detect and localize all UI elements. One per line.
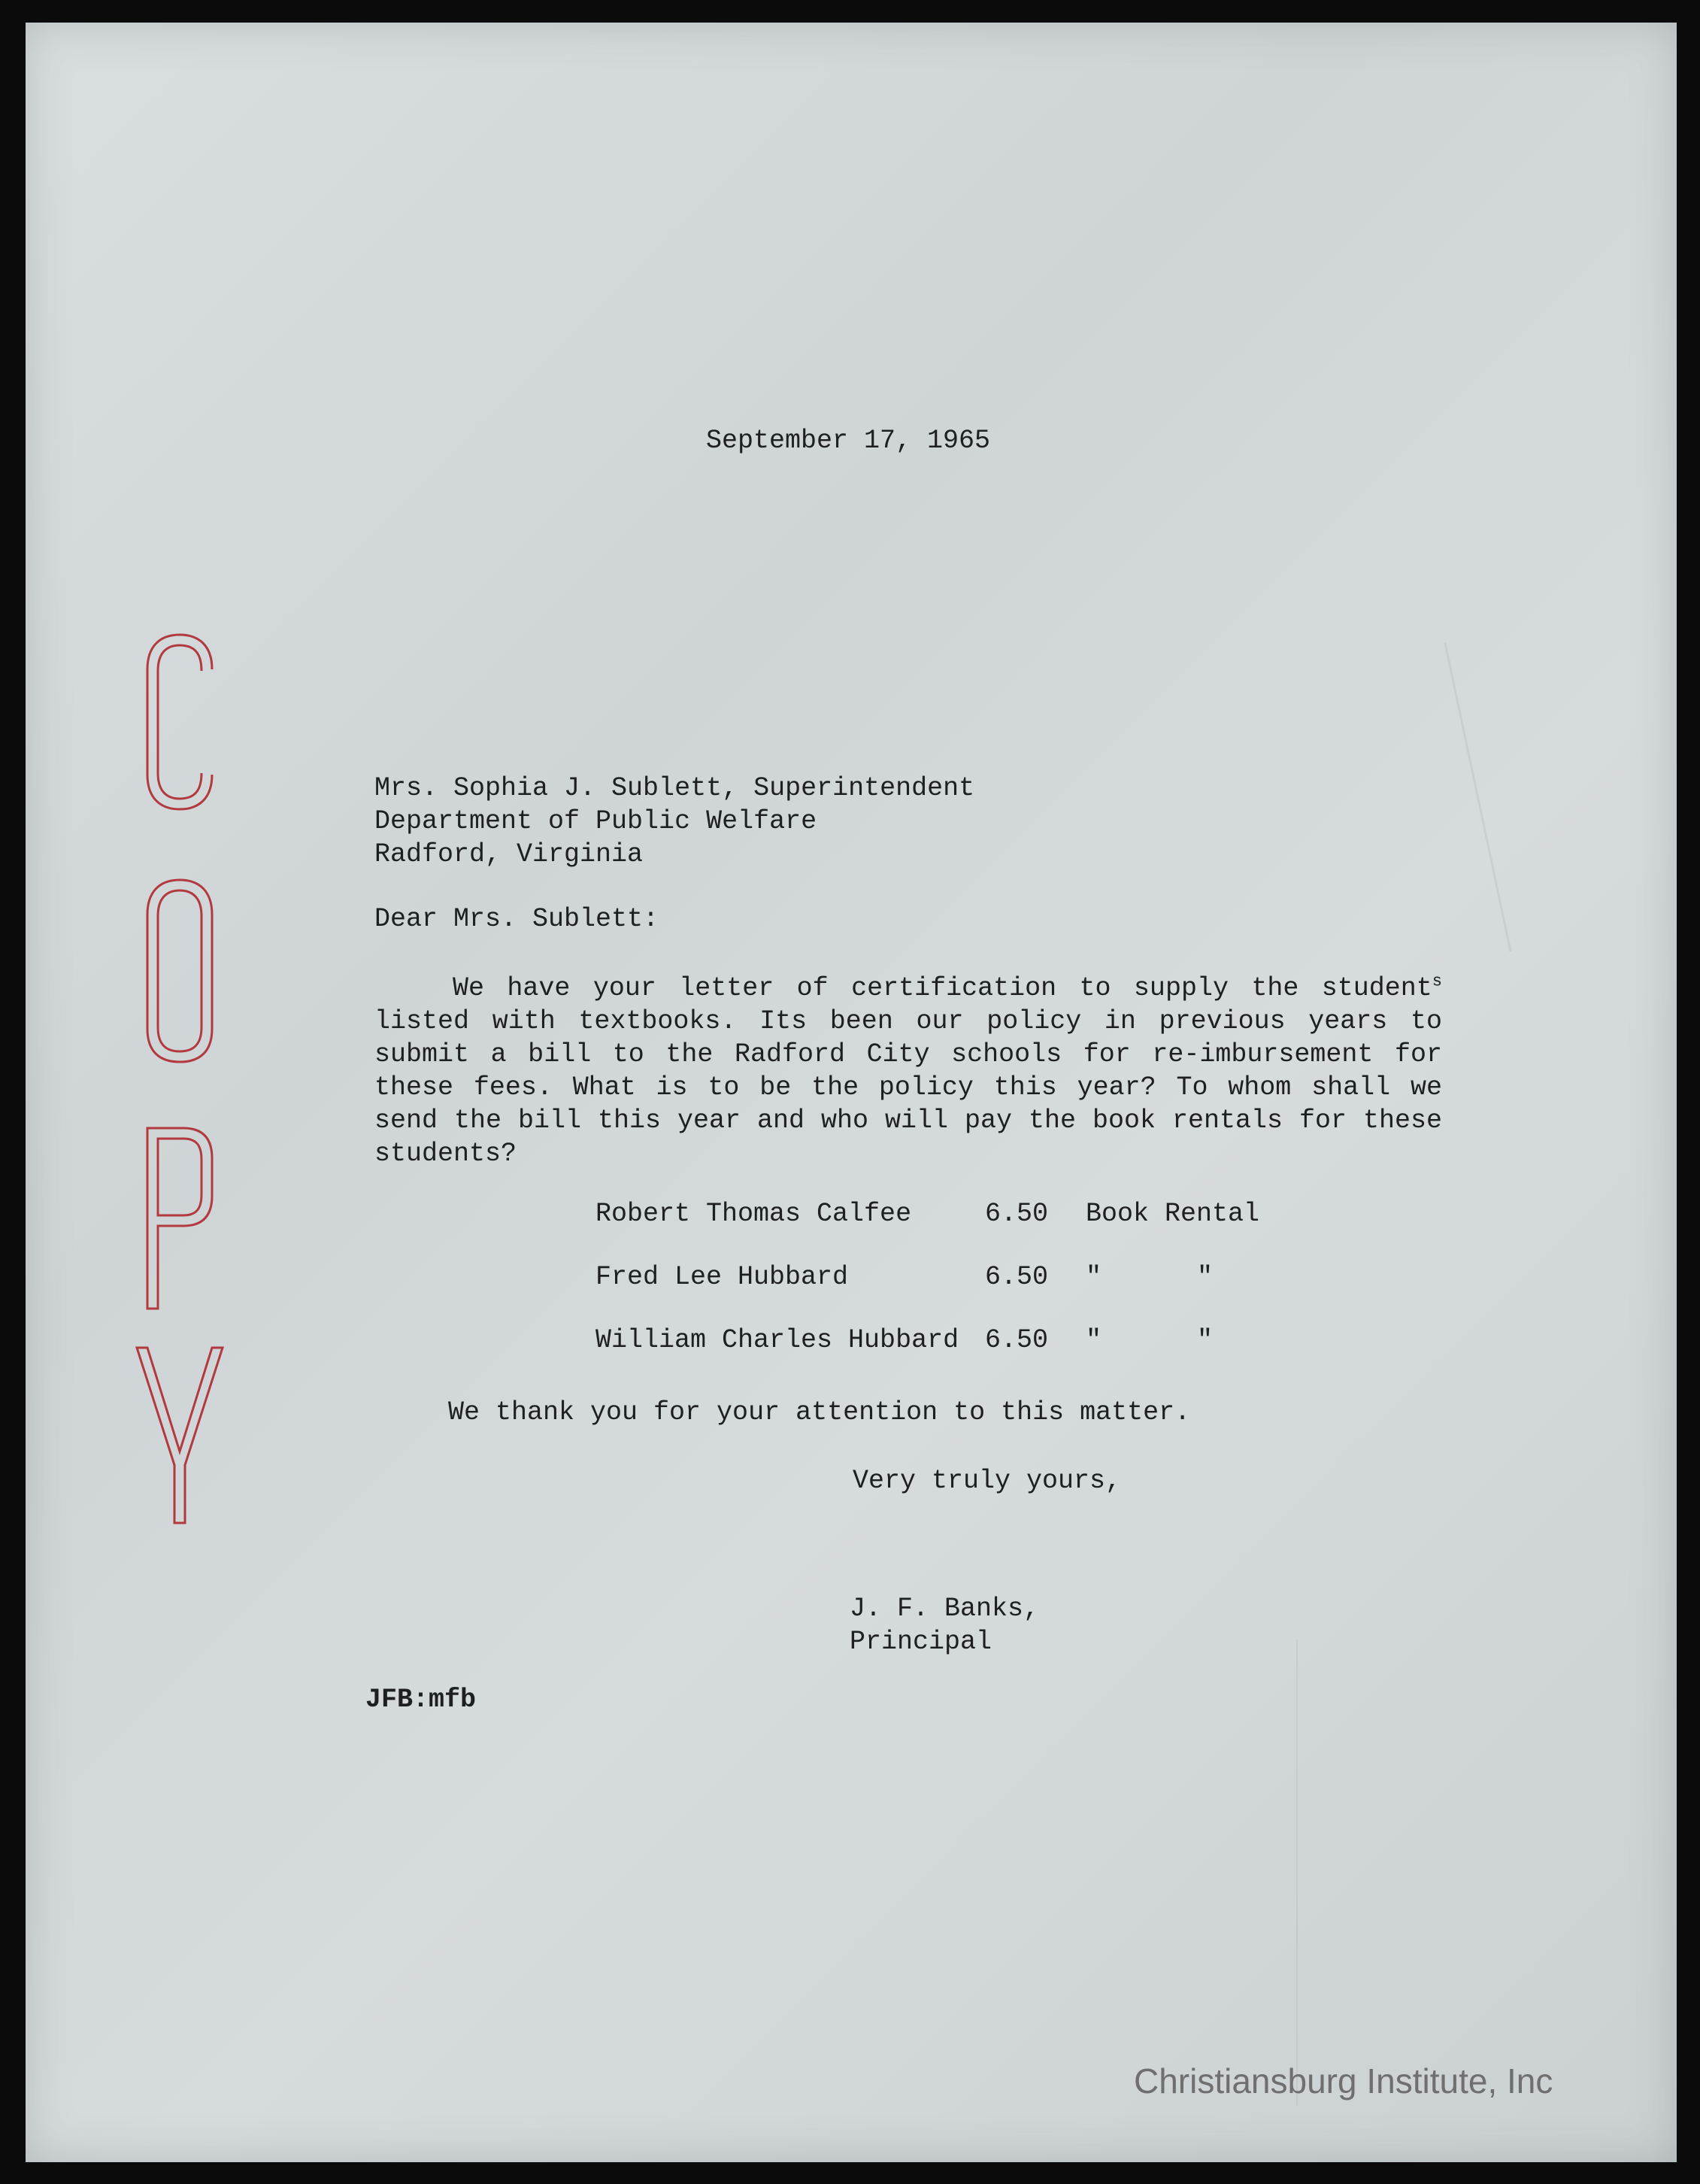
fee-amount: 6.50	[985, 1262, 1049, 1292]
signer-name: J. F. Banks,	[850, 1594, 1040, 1624]
closing: Very truly yours,	[853, 1466, 1122, 1496]
salutation: Dear Mrs. Sublett:	[374, 904, 659, 934]
student-name: Robert Thomas Calfee	[595, 1199, 912, 1229]
stamp-letter-y	[137, 1348, 223, 1523]
thanks-line: We thank you for your attention to this matter.	[448, 1397, 1191, 1427]
letter-date: September 17, 1965	[706, 426, 991, 456]
typist-initials: JFB:mfb	[365, 1685, 477, 1715]
body-text: We have your letter of certification to supply the student	[453, 973, 1432, 1003]
address-line: Department of Public Welfare	[374, 806, 817, 836]
body-superscript: s	[1432, 972, 1442, 991]
fee-kind: "	[1086, 1262, 1102, 1292]
stamp-letter-c	[147, 635, 212, 809]
copy-stamp	[123, 624, 236, 1549]
stamp-letter-o	[147, 880, 212, 1062]
recipient-address	[374, 772, 974, 871]
body-text: listed with textbooks. Its been our policy in previous years to submit a bill to the Radford City schools for re-imbursement for these fees. What is to be the policy this year? To whom shall we send the bill this year and who will pay the book rentals for these students?	[374, 1006, 1442, 1169]
stamp-letter-p	[147, 1128, 212, 1309]
watermark: Christiansburg Institute, Inc	[1134, 2061, 1553, 2101]
letter-body	[374, 972, 1442, 1170]
signer-title: Principal	[850, 1627, 992, 1657]
fee-kind: Book Rental	[1086, 1199, 1260, 1229]
paper-crease	[1296, 1640, 1298, 2106]
address-line: Mrs. Sophia J. Sublett, Superintendent	[374, 773, 975, 803]
student-name: Fred Lee Hubbard	[595, 1262, 849, 1292]
fee-kind-ditto: "	[1197, 1262, 1214, 1292]
fee-amount: 6.50	[985, 1325, 1049, 1355]
signature-block	[850, 1592, 1039, 1658]
letter-page	[26, 23, 1677, 2162]
paper-crease	[1444, 642, 1511, 951]
copy-stamp-letters	[137, 635, 223, 1523]
fee-kind: "	[1086, 1325, 1102, 1355]
fee-kind-ditto: "	[1197, 1325, 1214, 1355]
student-name: William Charles Hubbard	[595, 1325, 959, 1355]
address-line: Radford, Virginia	[374, 839, 644, 869]
fee-amount: 6.50	[985, 1199, 1049, 1229]
